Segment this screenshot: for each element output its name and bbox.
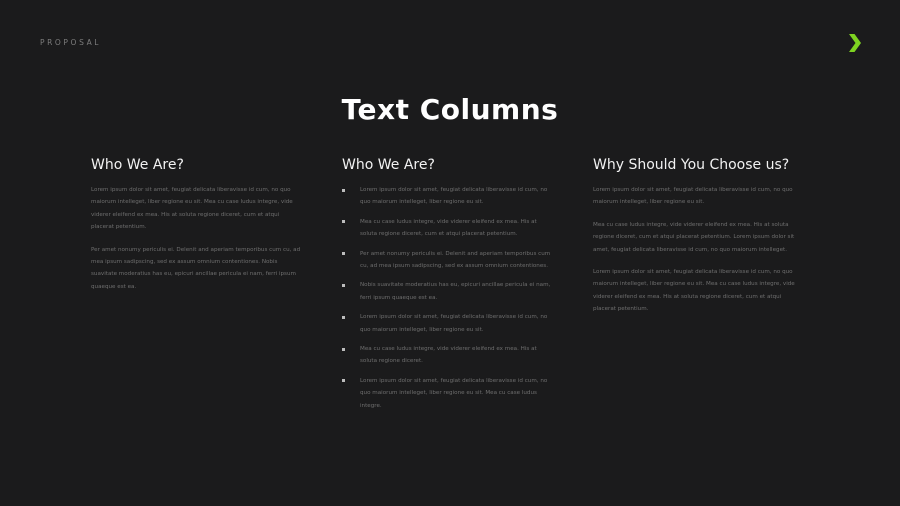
bullet-text: Per amet nonumy periculis ei. Delenit and aperiam temporibus cum cu, ad mea ipsum sadipscing, sed ex assum omnium contentiones.	[360, 250, 551, 270]
bullet-item	[342, 311, 554, 336]
bullet-item	[342, 184, 554, 209]
bullet-text: Lorem ipsum dolor sit amet, feugiat delicata liberavisse id cum, no quo maiorum intelleget, liber regione eu sit. Mea cu case ludus integre.	[360, 377, 548, 409]
bullet-item	[342, 375, 554, 412]
page-title: Text Columns	[341, 92, 559, 126]
bullet-text: Lorem ipsum dolor sit amet, feugiat delicata liberavisse id cum, no quo maiorum intelleget, liber regione eu sit.	[360, 314, 548, 333]
bullet-item	[342, 216, 554, 241]
bullet-square-icon	[342, 189, 345, 192]
column-paragraph: Lorem ipsum dolor sit amet, feugiat delicata liberavisse id cum, no quo maiorum intelleget, liber regione eu sit. Mea cu case ludus integre, vide viderer eleifend ex mea. His at soluta regione diceret, cum et atqui placerat petentium.	[91, 187, 293, 231]
section-kicker: PROPOSAL	[40, 38, 102, 47]
column-title: Why Should You Choose us?	[593, 157, 790, 173]
column-title: Who We Are?	[342, 157, 435, 173]
bullet-item	[342, 248, 554, 273]
column-paragraph: Mea cu case ludus integre, vide viderer eleifend ex mea. His at soluta regione diceret, cum et atqui placerat petentium. Lorem ipsum dolor sit amet, feugiat delicata liberavisse id cum, no quo maiorum intelleget.	[593, 221, 795, 253]
column-paragraph: Per amet nonumy periculis ei. Delenit and aperiam temporibus cum cu, ad mea ipsum sadipscing, sed ex assum omnium contentiones. Nobis suavitate moderatius has eu, epicuri ancillae pericula ei nam, ferri ipsum quaeque est ea.	[91, 246, 301, 290]
bullet-list	[342, 184, 554, 412]
bullet-square-icon	[342, 284, 345, 287]
bullet-square-icon	[342, 316, 345, 319]
column-paragraph: Lorem ipsum dolor sit amet, feugiat delicata liberavisse id cum, no quo maiorum intelleget, liber regione eu sit.	[593, 187, 793, 206]
bullet-square-icon	[342, 348, 345, 351]
bullet-square-icon	[342, 379, 345, 382]
bullet-text: Lorem ipsum dolor sit amet, feugiat delicata liberavisse id cum, no quo maiorum intelleget, liber regione eu sit.	[360, 187, 548, 206]
bullet-item	[342, 279, 554, 304]
bullet-item	[342, 343, 554, 368]
column-paragraph: Lorem ipsum dolor sit amet, feugiat delicata liberavisse id cum, no quo maiorum intelleget, liber regione eu sit. Mea cu case ludus integre, vide viderer eleifend ex mea. His at soluta regione diceret, cum et atqui placerat petentium.	[593, 269, 795, 313]
column-why-choose-us	[593, 157, 805, 326]
column-who-we-are-left	[91, 157, 303, 303]
column-who-we-are-bullets	[342, 157, 554, 419]
bullet-text: Nobis suavitate moderatius has eu, epicuri ancillae pericula ei nam, ferri ipsum quaeque est ea.	[360, 282, 551, 301]
bullet-text: Mea cu case ludus integre, vide viderer eleifend ex mea. His at soluta regione diceret.	[360, 346, 537, 365]
chevron-right-icon	[846, 32, 864, 54]
column-title: Who We Are?	[91, 157, 184, 173]
bullet-text: Mea cu case ludus integre, vide viderer eleifend ex mea. His at soluta regione diceret, cum et atqui placerat petentium.	[360, 218, 537, 238]
bullet-square-icon	[342, 252, 345, 255]
bullet-square-icon	[342, 220, 345, 223]
